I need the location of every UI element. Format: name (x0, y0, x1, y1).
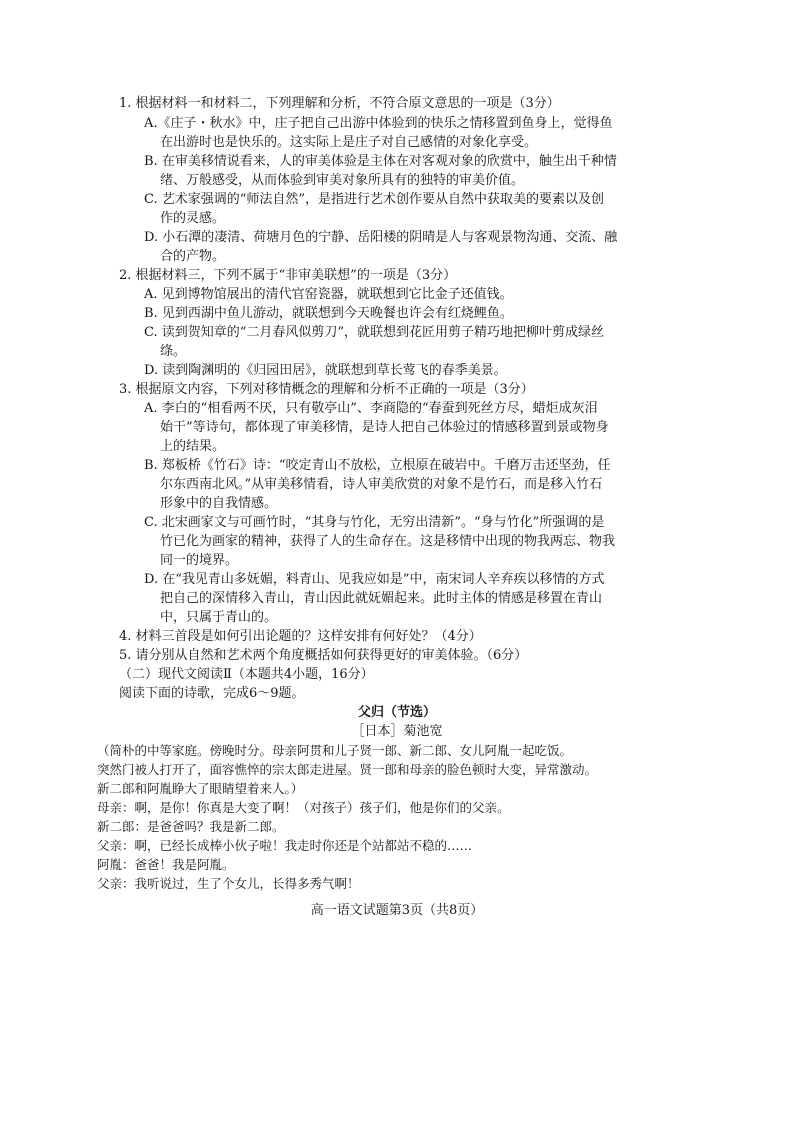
q1-option-c: C. 艺术家强调的“师法自然”，是指进行艺术创作要从自然中获取美的要素以及创 (144, 192, 605, 207)
q3-option-c: C. 北宋画家文与可画竹时，“其身与竹化，无穷出清新”。“身与竹化”所强调的是 (144, 515, 605, 530)
q2-option-d: D. 读到陶渊明的《归园田居》，就联想到草长莺飞的春季美景。 (144, 363, 507, 378)
dialogue-line: 母亲：啊，是你！你真是大变了啊！（对孩子）孩子们，他是你们的父亲。 (97, 800, 510, 815)
dialogue-line: 阿胤：爸爸！我是阿胤。 (97, 857, 235, 872)
dialogue-line: 父亲：我听说过，生了个女儿，长得多秀气啊！ (97, 876, 360, 891)
q3-option-a-cont2: 上的结果。 (160, 439, 226, 454)
q2-option-a: A. 见到博物馆展出的清代官窑瓷器，就联想到它比金子还值钱。 (144, 287, 513, 302)
play-author: ［日本］菊池宽 (351, 724, 443, 739)
q1-option-a-cont: 在出游时也是快乐的。这实际上是庄子对自己感情的对象化享受。 (160, 135, 538, 150)
q1-stem: 1. 根据材料一和材料二，下列理解和分析，不符合原文意思的一项是（3分） (119, 96, 560, 111)
q2-option-c: C. 读到贺知章的“二月春风似剪刀”，就联想到花匠用剪子精巧地把柳叶剪成绿丝 (144, 325, 605, 340)
q3-option-a-cont1: 始干”等诗句，都体现了审美移情，是诗人把自己体验过的情感移置到景或物身 (160, 420, 609, 435)
q2-option-b: B. 见到西湖中鱼儿游动，就联想到今天晚餐也许会有红烧鲤鱼。 (144, 306, 513, 321)
q3-option-d-cont2: 中，只属于青山的。 (160, 610, 278, 625)
section2-instruction: 阅读下面的诗歌，完成6～9题。 (119, 686, 305, 701)
page-footer: 高一语文试题第3页（共8页） (310, 903, 484, 918)
q3-stem: 3. 根据原文内容，下列对移情概念的理解和分析不正确的一项是（3分） (119, 382, 534, 397)
q3-option-b-cont1: 尔东西南北风。”从审美移情看，诗人审美欣赏的对象不是竹石，而是移入竹石 (160, 477, 603, 492)
q1-option-b-cont: 绪、万般感受，从而体验到审美对象所具有的独特的审美价值。 (160, 173, 525, 188)
q3-option-d: D. 在“我见青山多妩媚，料青山、见我应如是”中，南宋词人辛弃疾以移情的方式 (144, 572, 605, 587)
stage-direction-2: 突然门被人打开了，面容憔悴的宗太郎走进屋。贤一郎和母亲的脸色顿时大变，异常激动。 (97, 762, 598, 777)
stage-direction-3: 新二郎和阿胤睁大了眼睛望着来人。） (97, 781, 304, 796)
dialogue-line: 父亲：啊，已经长成棒小伙子啦！我走时你还是个站都站不稳的…… (97, 838, 473, 853)
q3-option-b-cont2: 形象中的自我情感。 (160, 496, 278, 511)
q3-option-a: A. 李白的“相看两不厌，只有敬亭山”、李商隐的“春蚕到死丝方尽，蜡炬成灰泪 (144, 401, 598, 416)
q1-option-d: D. 小石潭的凄清、荷塘月色的宁静、岳阳楼的阴晴是人与客观景物沟通、交流、融 (144, 230, 618, 245)
q4-stem: 4. 材料三首段是如何引出论题的？这样安排有何好处？（4分） (119, 629, 482, 644)
q3-option-c-cont1: 竹已化为画家的精神，获得了人的生命存在。这是移情中出现的物我两忘、物我 (160, 534, 616, 549)
q1-option-b: B. 在审美移情说看来，人的审美体验是主体在对客观对象的欣赏中，触生出千种情 (144, 154, 617, 169)
play-title: 父归（节选） (357, 705, 436, 720)
dialogue-line: 新二郎：是爸爸吗？我是新二郎。 (97, 819, 285, 834)
stage-direction-1: （简朴的中等家庭。傍晚时分。母亲阿贯和儿子贤一郎、新二郎、女儿阿胤一起吃饭。 (97, 743, 573, 758)
section2-heading: （二）现代文阅读Ⅱ（本题共4小题，16分） (119, 667, 374, 682)
q2-option-c-cont: 绦。 (160, 344, 187, 359)
q1-option-d-cont: 合的产物。 (160, 249, 226, 264)
q1-option-a: A.《庄子・秋水》中，庄子把自己出游中体验到的快乐之情移置到鱼身上，觉得鱼 (144, 116, 613, 131)
q3-option-c-cont2: 同一的境界。 (160, 553, 239, 568)
q3-option-b: B. 郑板桥《竹石》诗：“咬定青山不放松，立根原在破岩中。千磨万击还坚劲，任 (144, 458, 611, 473)
q2-stem: 2. 根据材料三，下列不属于“非审美联想”的一项是（3分） (119, 268, 457, 283)
q5-stem: 5. 请分别从自然和艺术两个角度概括如何获得更好的审美体验。（6分） (119, 648, 528, 663)
q3-option-d-cont1: 把自己的深情移入青山，青山因此就妩媚起来。此时主体的情感是移置在青山 (160, 591, 603, 606)
q1-option-c-cont: 作的灵感。 (160, 211, 226, 226)
